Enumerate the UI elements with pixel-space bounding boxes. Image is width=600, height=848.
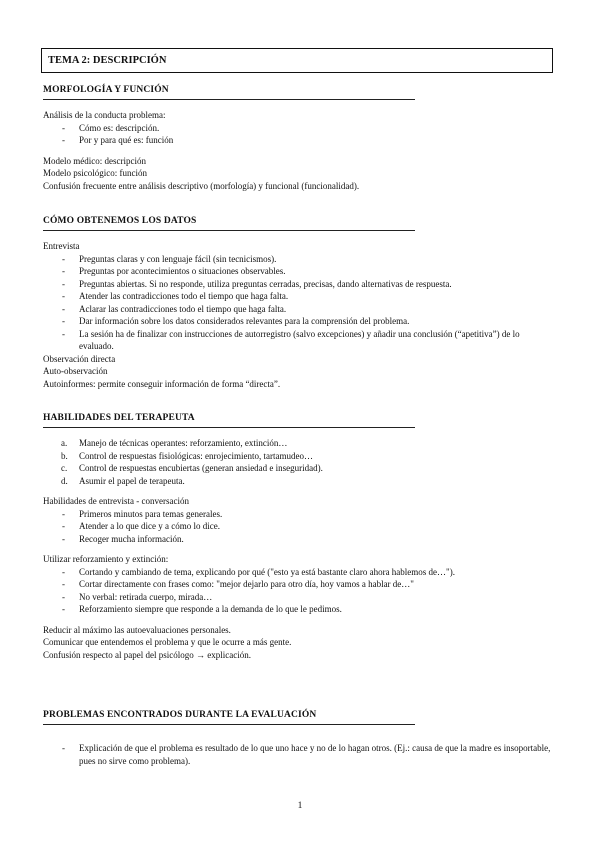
paragraph: Autoinformes: permite conseguir información de forma “directa”.: [43, 378, 281, 389]
list-item: - Por y para qué es: función: [43, 134, 415, 147]
list-item: - Atender a lo que dice y a cómo lo dice.: [43, 520, 555, 533]
paragraph: Reducir al máximo las autoevaluaciones personales.: [43, 624, 231, 635]
bullet-list: [43, 122, 415, 147]
list-item-text: Manejo de técnicas operantes: reforzamiento, extinción…: [79, 438, 288, 448]
paragraph: Comunicar que entendemos el problema y que le ocurre a más gente.: [43, 637, 292, 647]
section-problemas: [43, 710, 551, 767]
list-marker: d.: [61, 475, 68, 486]
list-item: - Dar información sobre los datos considerados relevantes para la comprensión del problema.: [43, 315, 555, 328]
list-item: - Primeros minutos para temas generales.: [43, 508, 555, 521]
section-datos: [43, 216, 520, 390]
list-item: - La sesión ha de finalizar con instrucciones de autorregistro (salvo excepciones) y añadir una conclusión (“apetitiva”) de lo evaluado.: [43, 328, 555, 353]
list-item: - Preguntas abiertas. Si no responde, utiliza preguntas cerradas, precisas, dando alternativas de respuesta.: [43, 278, 555, 291]
paragraph: Confusión respecto al papel del psicólogo → explicación.: [43, 649, 251, 660]
bullet-list: [43, 508, 555, 546]
list-item-text: Control de respuestas encubiertas (generan ansiedad e inseguridad).: [79, 463, 323, 473]
list-marker: c.: [61, 463, 68, 473]
section-heading: PROBLEMAS ENCONTRADOS DURANTE LA EVALUACIÓN: [43, 710, 415, 725]
section-morfologia: [43, 85, 415, 192]
list-item: - Cortando y cambiando de tema, explicando por qué ("esto ya está bastante claro ahora hablemos de…").: [43, 566, 555, 579]
paragraph: Modelo psicológico: función: [43, 168, 147, 178]
list-item: [43, 475, 555, 488]
paragraph: Modelo médico: descripción: [43, 155, 146, 166]
bullet-list: [43, 742, 555, 767]
list-item: [43, 437, 555, 450]
bullet-list: [43, 253, 555, 353]
list-item: - Explicación de que el problema es resultado de lo que uno hace y no de lo hagan otros. (Ej.: causa de que la madre es insoportable, pues no sirve como problema).: [43, 742, 555, 767]
paragraph: Auto-observación: [43, 366, 108, 376]
page-title: TEMA 2: DESCRIPCIÓN: [41, 48, 553, 73]
list-item: [43, 462, 555, 475]
paragraph: Utilizar reforzamiento y extinción:: [43, 554, 169, 564]
list-item-text: Asumir el papel de terapeuta.: [79, 475, 185, 486]
list-item: - Preguntas por acontecimientos o situaciones observables.: [43, 265, 555, 278]
list-item: [43, 450, 555, 463]
list-marker: a.: [61, 438, 68, 448]
section-heading: CÓMO OBTENEMOS LOS DATOS: [43, 216, 415, 231]
list-item: - Atender las contradicciones todo el tiempo que haga falta.: [43, 290, 555, 303]
paragraph: Entrevista: [43, 241, 80, 251]
list-item: - Recoger mucha información.: [43, 533, 555, 546]
bullet-list: [43, 566, 555, 616]
list-item: - Preguntas claras y con lenguaje fácil (sin tecnicismos).: [43, 253, 555, 266]
page-number: 1: [297, 801, 303, 811]
list-item-text: Control de respuestas fisiológicas: enrojecimiento, tartamudeo…: [79, 450, 313, 461]
list-item: - Cómo es: descripción.: [43, 122, 415, 135]
section-heading: MORFOLOGÍA Y FUNCIÓN: [43, 85, 415, 100]
list-marker: b.: [61, 450, 68, 461]
list-item: - No verbal: retirada cuerpo, mirada…: [43, 591, 555, 604]
lettered-list: [43, 437, 555, 487]
paragraph: Habilidades de entrevista - conversación: [43, 496, 189, 506]
section-heading: HABILIDADES DEL TERAPEUTA: [43, 413, 415, 428]
section-habilidades: [43, 413, 455, 661]
list-item: - Aclarar las contradicciones todo el tiempo que haga falta.: [43, 303, 555, 316]
list-item: - Cortar directamente con frases como: "mejor dejarlo para otro día, hoy vamos a hablar de…": [43, 578, 555, 591]
paragraph: Observación directa: [43, 353, 116, 364]
list-item: - Reforzamiento siempre que responde a la demanda de lo que le pedimos.: [43, 603, 555, 616]
paragraph: Confusión frecuente entre análisis descriptivo (morfología) y funcional (funcionalidad).: [43, 180, 360, 191]
paragraph: Análisis de la conducta problema:: [43, 110, 166, 120]
